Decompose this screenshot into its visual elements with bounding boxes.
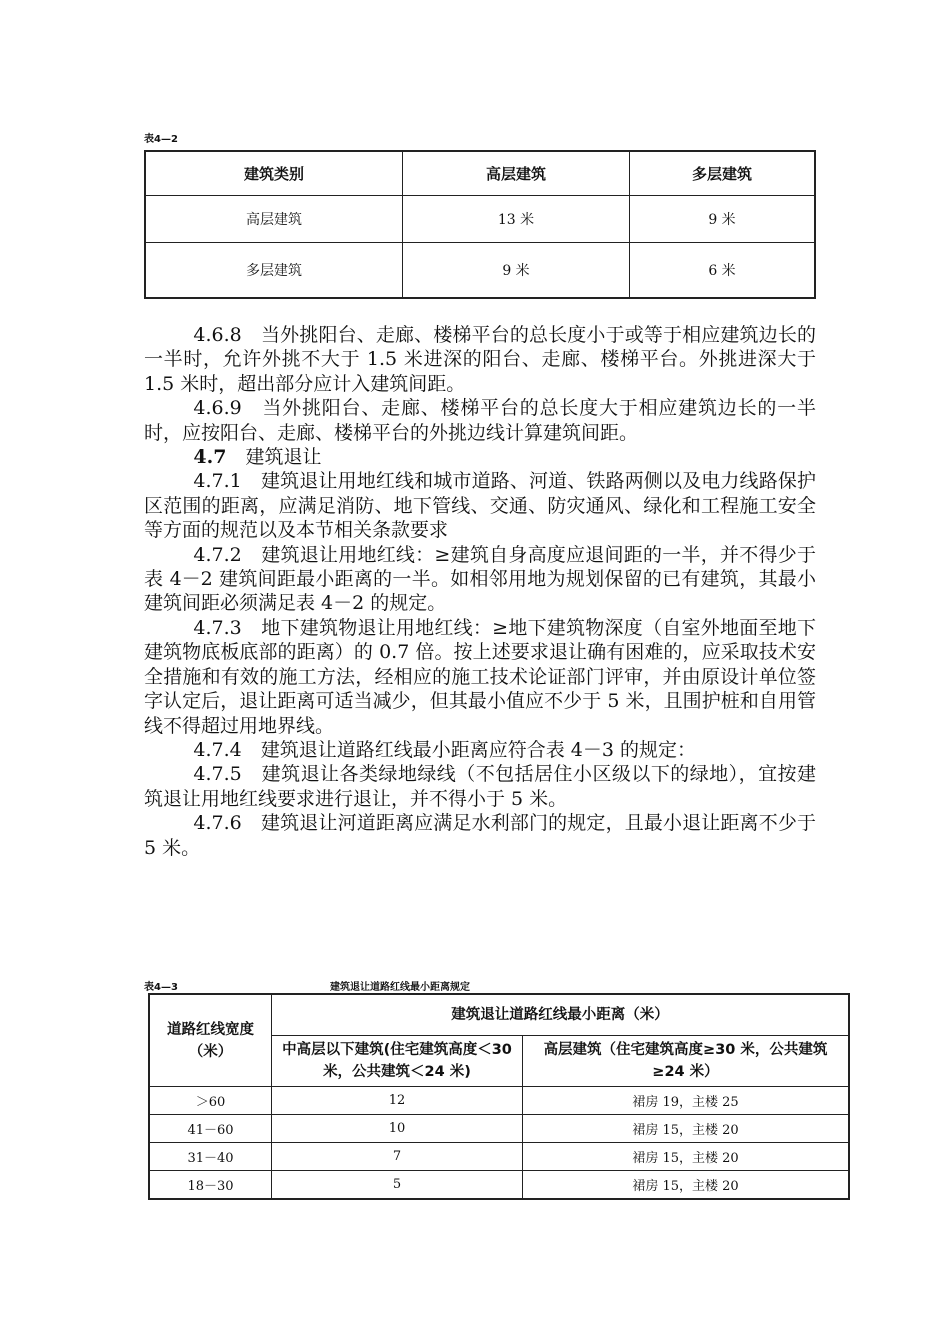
header-multi-storey: 多层建筑 — [630, 151, 816, 196]
road-setback-table — [148, 993, 850, 1200]
clause-4-7-1: 4.7.1 建筑退让用地红线和城市道路、河道、铁路两侧以及电力线路保护区范围的距离，应满足消防、地下管线、交通、防灾通风、绿化和工程施工安全等方面的规范以及本节相关条款要求 — [144, 470, 816, 542]
table-row — [149, 1171, 849, 1200]
clause-4-7-2: 4.7.2 建筑退让用地红线：≥建筑自身高度应退间距的一半，并不得少于表 4－2 建筑间距最小距离的一半。如相邻用地为规划保留的已有建筑，其最小建筑间距必须满足表 4－2 的规定。 — [144, 543, 816, 615]
table-cell: 13 米 — [403, 196, 630, 243]
table-cell: 12 — [272, 1087, 523, 1115]
clause-4-6-9: 4.6.9 当外挑阳台、走廊、楼梯平台的总长度大于相应建筑边长的一半时，应按阳台、走廊、楼梯平台的外挑边线计算建筑间距。 — [144, 397, 816, 444]
table-cell: 5 — [272, 1171, 523, 1200]
header-setback-group: 建筑退让道路红线最小距离（米） — [272, 994, 850, 1036]
clause-4-7-5: 4.7.5 建筑退让各类绿地绿线（不包括居住小区级以下的绿地），宜按建筑退让用地红线要求进行退让，并不得小于 5 米。 — [144, 763, 816, 810]
table-row — [149, 1115, 849, 1143]
table-cell: 裙房 15，主楼 20 — [523, 1143, 850, 1171]
table-cell: 18－30 — [149, 1171, 272, 1200]
table2-title: 建筑退让道路红线最小距离规定 — [330, 982, 470, 993]
table-cell: 41－60 — [149, 1115, 272, 1143]
body-text — [144, 323, 816, 860]
clause-4-7-6: 4.7.6 建筑退让河道距离应满足水利部门的规定，且最小退让距离不少于 5 米。 — [144, 812, 816, 859]
table-header-row — [149, 994, 849, 1036]
table-cell: 6 米 — [630, 243, 816, 299]
table-cell: ＞60 — [149, 1087, 272, 1115]
table-cell: 7 — [272, 1143, 523, 1171]
clause-4-6-8: 4.6.8 当外挑阳台、走廊、楼梯平台的总长度小于或等于相应建筑边长的一半时，允许外挑不大于 1.5 米进深的阳台、走廊、楼梯平台。外挑进深大于 1.5 米时，超出部分应计入建筑间距。 — [144, 324, 816, 395]
table-cell: 9 米 — [630, 196, 816, 243]
header-building-type: 建筑类别 — [145, 151, 403, 196]
section-title: 建筑退让 — [245, 446, 322, 469]
table-row — [149, 1087, 849, 1115]
clause-4-7-3: 4.7.3 地下建筑物退让用地红线：≥地下建筑物深度（自室外地面至地下建筑物底板底部的距离）的 0.7 倍。按上述要求退让确有困难的，应采取技术安全措施和有效的施工方法，经相应的施工技术论证部门评审，并由原设计单位签字认定后，退让距离可适当减少，但其最小值应不少于 5 米，且围护桩和自用管线不得超过用地界线。 — [144, 616, 816, 737]
table-cell: 裙房 15，主楼 20 — [523, 1115, 850, 1143]
header-road-width: 道路红线宽度（米） — [149, 994, 272, 1087]
header-high-rise: 高层建筑（住宅建筑高度≥30 米，公共建筑≥24 米） — [523, 1036, 850, 1087]
table-row — [149, 1143, 849, 1171]
table-row — [145, 196, 815, 243]
building-spacing-table — [144, 150, 816, 299]
table2-caption: 表4—3 — [144, 982, 178, 993]
table-cell: 9 米 — [403, 243, 630, 299]
table-cell: 多层建筑 — [145, 243, 403, 299]
section-number: 4.7 — [193, 446, 227, 469]
header-mid-rise: 中高层以下建筑(住宅建筑高度＜30 米，公共建筑＜24 米) — [272, 1036, 523, 1087]
table-header-row — [145, 151, 815, 196]
table-cell: 裙房 19，主楼 25 — [523, 1087, 850, 1115]
table-cell: 高层建筑 — [145, 196, 403, 243]
table-row — [145, 243, 815, 299]
header-high-rise: 高层建筑 — [403, 151, 630, 196]
table-cell: 31－40 — [149, 1143, 272, 1171]
table1-caption: 表4—2 — [144, 134, 178, 145]
table-cell: 10 — [272, 1115, 523, 1143]
table-cell: 裙房 15，主楼 20 — [523, 1171, 850, 1200]
section-4-7-heading — [144, 445, 816, 469]
clause-4-7-4: 4.7.4 建筑退让道路红线最小距离应符合表 4－3 的规定： — [193, 738, 696, 761]
